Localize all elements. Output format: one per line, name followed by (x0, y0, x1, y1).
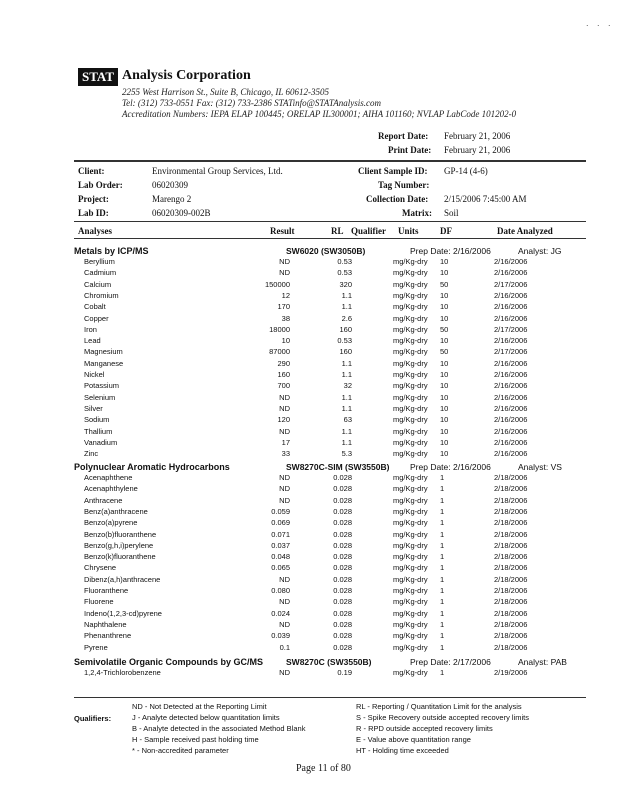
company-logo: STAT (78, 68, 118, 86)
analyte-units: mg/Kg-dry (393, 415, 428, 425)
analyte-name: Nickel (84, 370, 105, 379)
analyte-result: 160 (277, 370, 290, 379)
analyte-df: 1 (440, 642, 445, 652)
lab-id-label: Lab ID: (78, 208, 109, 218)
qualifier-item: HT - Holding time exceeded (356, 746, 449, 755)
analyte-date: 2/16/2006 (494, 426, 528, 436)
analyte-units: mg/Kg-dry (393, 518, 428, 528)
analyte-units: mg/Kg-dry (393, 668, 428, 677)
analyte-rl: 1.1 (341, 403, 352, 413)
analyte-units: mg/Kg-dry (393, 336, 428, 346)
analyte-units: mg/Kg-dry (393, 347, 428, 357)
analyte-df: 1 (440, 473, 445, 482)
analyte-units: mg/Kg-dry (393, 426, 428, 436)
analyte-units: mg/Kg-dry (393, 437, 428, 447)
accreditation-numbers: Accreditation Numbers: IEPA ELAP 100445; ORELAP IL300001; AIHA 101160; NVLAP LabCode 101202-0 (122, 109, 517, 119)
analyte-df: 10 (440, 336, 449, 346)
analyte-df: 10 (440, 290, 449, 300)
section-title: Polynuclear Aromatic Hydrocarbons (74, 462, 230, 472)
print-date-label: Print Date: (388, 145, 432, 155)
analyte-rl: 0.028 (333, 506, 352, 516)
analyte-rl: 0.028 (333, 552, 352, 562)
company-name: Analysis Corporation (122, 68, 251, 83)
analyte-date: 2/16/2006 (494, 302, 528, 312)
analyte-df: 10 (440, 392, 449, 402)
matrix-label: Matrix: (402, 208, 432, 218)
company-address: 2255 West Harrison St., Suite B, Chicago, IL 60612-3505 (122, 87, 330, 97)
analyte-result: ND (279, 495, 290, 505)
analyte-rl: 5.3 (341, 449, 352, 459)
analyte-result: ND (279, 392, 290, 402)
analyte-result: 38 (281, 313, 290, 323)
analyte-rl: 2.6 (341, 313, 352, 323)
analyte-df: 1 (440, 518, 445, 528)
analyte-units: mg/Kg-dry (393, 495, 428, 505)
qualifier-item: R - RPD outside accepted recovery limits (356, 724, 493, 733)
analyte-result: 0.065 (271, 563, 290, 573)
sample-id: GP-14 (4-6) (444, 166, 488, 176)
client-rule (74, 221, 586, 222)
analyte-units: mg/Kg-dry (393, 631, 428, 641)
qualifier-item: ND - Not Detected at the Reporting Limit (132, 702, 267, 711)
project: Marengo 2 (152, 194, 192, 204)
analyte-rl: 1.1 (341, 437, 352, 447)
analyte-result: 12 (281, 290, 290, 300)
analyte-date: 2/18/2006 (494, 642, 528, 652)
analyte-result: 33 (281, 449, 290, 459)
header-rule (74, 160, 586, 162)
qualifier-item: H - Sample received past holding time (132, 735, 259, 744)
analyte-name: Potassium (84, 381, 120, 391)
analyte-result: 290 (277, 358, 290, 368)
analyte-name: Lead (84, 336, 101, 346)
analyte-result: 700 (277, 381, 290, 391)
analyte-df: 1 (440, 631, 445, 641)
analyte-result: 0.069 (271, 518, 290, 528)
col-units: Units (398, 226, 419, 236)
analyte-df: 50 (440, 324, 449, 334)
analyte-rl: 0.028 (333, 529, 352, 539)
analyte-date: 2/18/2006 (494, 586, 528, 595)
analyte-date: 2/17/2006 (494, 279, 528, 289)
section-analyst: Analyst: PAB (518, 657, 567, 667)
analyte-rl: 1.1 (341, 302, 352, 312)
analyte-date: 2/16/2006 (494, 415, 528, 425)
analyte-rl: 160 (339, 324, 352, 334)
analyte-units: mg/Kg-dry (393, 392, 428, 402)
analyte-name: Calcium (84, 279, 112, 289)
analyte-result: 0.048 (271, 552, 290, 562)
analyte-date: 2/18/2006 (494, 506, 528, 516)
analyte-df: 1 (440, 597, 445, 607)
analyte-result: 170 (277, 302, 290, 312)
analyte-name: 1,2,4-Trichlorobenzene (84, 668, 161, 677)
analyte-units: mg/Kg-dry (393, 586, 428, 595)
analyte-date: 2/19/2006 (494, 668, 528, 677)
collection-label: Collection Date: (366, 194, 429, 204)
analyte-result: ND (279, 668, 290, 677)
lab-order: 06020309 (152, 180, 188, 190)
analyte-rl: 0.028 (333, 540, 352, 550)
scan-dots: . . . (586, 18, 614, 28)
analyte-df: 1 (440, 552, 445, 562)
lab-order-label: Lab Order: (78, 180, 123, 190)
analyte-units: mg/Kg-dry (393, 381, 428, 391)
analyte-date: 2/16/2006 (494, 358, 528, 368)
analyte-units: mg/Kg-dry (393, 313, 428, 323)
print-date: February 21, 2006 (444, 145, 511, 155)
analyte-units: mg/Kg-dry (393, 540, 428, 550)
analyte-date: 2/16/2006 (494, 403, 528, 413)
analyte-result: 0.039 (271, 631, 290, 641)
analyte-rl: 1.1 (341, 370, 352, 379)
analyte-date: 2/18/2006 (494, 631, 528, 641)
analyte-df: 1 (440, 668, 445, 677)
analyte-result: ND (279, 473, 290, 482)
analyte-name: Acenaphthylene (84, 484, 138, 494)
col-result: Result (270, 226, 295, 236)
analyte-units: mg/Kg-dry (393, 290, 428, 300)
analyte-rl: 0.028 (333, 495, 352, 505)
analyte-result: 0.037 (271, 540, 290, 550)
analyte-rl: 32 (343, 381, 352, 391)
report-date: February 21, 2006 (444, 131, 511, 141)
analyte-result: ND (279, 268, 290, 278)
company-contact: Tel: (312) 733-0551 Fax: (312) 733-2386 STATinfo@STATAnalysis.com (122, 98, 382, 108)
analyte-rl: 0.53 (337, 257, 352, 266)
analyte-df: 1 (440, 540, 445, 550)
analyte-df: 1 (440, 495, 445, 505)
analyte-date: 2/18/2006 (494, 597, 528, 607)
analyte-df: 10 (440, 415, 449, 425)
analyte-date: 2/18/2006 (494, 552, 528, 562)
analyte-name: Sodium (84, 415, 110, 425)
analyte-rl: 0.028 (333, 597, 352, 607)
analyte-result: 0.024 (271, 608, 290, 618)
analyte-result: ND (279, 426, 290, 436)
analyte-result: 18000 (269, 324, 290, 334)
analyte-result: 150000 (264, 279, 290, 289)
section-title: Semivolatile Organic Compounds by GC/MS (74, 657, 264, 667)
section-method: SW8270C-SIM (SW3550B) (286, 462, 390, 472)
col-date-analyzed: Date Analyzed (497, 226, 553, 236)
analyte-units: mg/Kg-dry (393, 608, 428, 618)
analyte-rl: 1.1 (341, 426, 352, 436)
analyte-name: Chrysene (84, 563, 117, 573)
analyte-name: Benz(a)anthracene (84, 506, 148, 516)
analyte-units: mg/Kg-dry (393, 642, 428, 652)
analyte-rl: 0.028 (333, 473, 352, 482)
analyte-name: Acenaphthene (84, 473, 133, 482)
analyte-name: Manganese (84, 358, 124, 368)
page-number: Page 11 of 80 (296, 763, 351, 774)
analyte-units: mg/Kg-dry (393, 370, 428, 379)
analyte-rl: 1.1 (341, 392, 352, 402)
analyte-units: mg/Kg-dry (393, 619, 428, 629)
analyte-df: 1 (440, 563, 445, 573)
analyte-date: 2/16/2006 (494, 268, 528, 278)
project-label: Project: (78, 194, 109, 204)
analyte-date: 2/18/2006 (494, 563, 528, 573)
analyte-result: 0.080 (271, 586, 290, 595)
analyte-name: Indeno(1,2,3-cd)pyrene (84, 608, 162, 618)
analyte-result: 17 (281, 437, 290, 447)
analyte-df: 1 (440, 506, 445, 516)
analyte-result: ND (279, 597, 290, 607)
analyte-df: 10 (440, 302, 449, 312)
analyte-df: 10 (440, 313, 449, 323)
analyte-date: 2/16/2006 (494, 381, 528, 391)
analyte-name: Benzo(g,h,i)perylene (84, 540, 154, 550)
section-analyst: Analyst: VS (518, 462, 562, 472)
analyte-rl: 1.1 (341, 290, 352, 300)
analyte-units: mg/Kg-dry (393, 597, 428, 607)
qualifier-item: B - Analyte detected in the associated Method Blank (132, 724, 306, 733)
analyte-df: 10 (440, 257, 449, 266)
analyte-name: Cobalt (84, 302, 106, 312)
analyte-result: 0.071 (271, 529, 290, 539)
analyte-units: mg/Kg-dry (393, 506, 428, 516)
analyte-df: 1 (440, 484, 445, 494)
col-qualifier: Qualifier (351, 226, 386, 236)
analyte-df: 1 (440, 586, 445, 595)
analyte-date: 2/18/2006 (494, 473, 528, 482)
analyte-df: 1 (440, 574, 445, 584)
qualifier-item: S - Spike Recovery outside accepted recovery limits (356, 713, 529, 722)
analyte-date: 2/18/2006 (494, 495, 528, 505)
report-date-label: Report Date: (378, 131, 429, 141)
analyte-units: mg/Kg-dry (393, 279, 428, 289)
analyte-df: 1 (440, 529, 445, 539)
col-rl: RL (331, 226, 344, 236)
analyte-rl: 0.028 (333, 631, 352, 641)
analyte-rl: 0.028 (333, 484, 352, 494)
analyte-units: mg/Kg-dry (393, 257, 428, 266)
analyte-rl: 0.028 (333, 608, 352, 618)
analyte-name: Copper (84, 313, 109, 323)
column-rule (74, 238, 586, 239)
analyte-df: 50 (440, 347, 449, 357)
analyte-date: 2/16/2006 (494, 257, 528, 266)
section-prep-date: Prep Date: 2/16/2006 (410, 246, 491, 256)
analyte-df: 10 (440, 381, 449, 391)
analyte-date: 2/18/2006 (494, 608, 528, 618)
analyte-name: Magnesium (84, 347, 123, 357)
analyte-rl: 0.53 (337, 268, 352, 278)
analyte-units: mg/Kg-dry (393, 529, 428, 539)
client-label: Client: (78, 166, 105, 176)
sample-id-label: Client Sample ID: (358, 166, 428, 176)
section-method: SW8270C (SW3550B) (286, 657, 372, 667)
analyte-df: 10 (440, 437, 449, 447)
analyte-name: Anthracene (84, 495, 123, 505)
analyte-units: mg/Kg-dry (393, 574, 428, 584)
analyte-date: 2/16/2006 (494, 290, 528, 300)
analyte-units: mg/Kg-dry (393, 449, 428, 459)
analyte-result: 0.1 (279, 642, 290, 652)
analyte-rl: 320 (339, 279, 352, 289)
analyte-date: 2/16/2006 (494, 336, 528, 346)
analyte-name: Fluorene (84, 597, 114, 607)
analyte-units: mg/Kg-dry (393, 403, 428, 413)
analyte-result: 10 (281, 336, 290, 346)
lab-id: 06020309-002B (152, 208, 211, 218)
qualifiers-label: Qualifiers: (74, 714, 112, 723)
qualifier-item: E - Value above quantitation range (356, 735, 471, 744)
analyte-units: mg/Kg-dry (393, 324, 428, 334)
analyte-name: Phenanthrene (84, 631, 132, 641)
analyte-units: mg/Kg-dry (393, 358, 428, 368)
section-analyst: Analyst: JG (518, 246, 562, 256)
analyte-name: Beryllium (84, 257, 115, 266)
analyte-name: Thallium (84, 426, 113, 436)
analyte-units: mg/Kg-dry (393, 484, 428, 494)
qualifier-item: RL - Reporting / Quantitation Limit for the analysis (356, 702, 522, 711)
analyte-name: Vanadium (84, 437, 118, 447)
analyte-units: mg/Kg-dry (393, 552, 428, 562)
analyte-name: Silver (84, 403, 103, 413)
analyte-rl: 0.028 (333, 563, 352, 573)
tag-label: Tag Number: (378, 180, 430, 190)
analyte-name: Benzo(a)pyrene (84, 518, 138, 528)
analyte-result: 87000 (269, 347, 290, 357)
analyte-name: Benzo(k)fluoranthene (84, 552, 156, 562)
analyte-name: Benzo(b)fluoranthene (84, 529, 157, 539)
analyte-result: ND (279, 619, 290, 629)
analyte-date: 2/16/2006 (494, 437, 528, 447)
qualifier-item: J - Analyte detected below quantitation limits (132, 713, 280, 722)
analyte-df: 10 (440, 268, 449, 278)
analyte-df: 1 (440, 619, 445, 629)
analyte-result: ND (279, 574, 290, 584)
analyte-rl: 160 (339, 347, 352, 357)
section-prep-date: Prep Date: 2/17/2006 (410, 657, 491, 667)
analyte-date: 2/16/2006 (494, 370, 528, 379)
section-title: Metals by ICP/MS (74, 246, 149, 256)
analyte-rl: 0.19 (337, 668, 352, 677)
col-analyses: Analyses (78, 226, 113, 236)
section-method: SW6020 (SW3050B) (286, 246, 366, 256)
analyte-name: Iron (84, 324, 97, 334)
analyte-df: 50 (440, 279, 449, 289)
analyte-name: Pyrene (84, 642, 108, 652)
analyte-df: 10 (440, 358, 449, 368)
analyte-df: 10 (440, 426, 449, 436)
qualifier-item: * - Non-accredited parameter (132, 746, 229, 755)
analyte-df: 1 (440, 608, 445, 618)
qualifier-rule (74, 697, 586, 698)
analyte-date: 2/16/2006 (494, 392, 528, 402)
analyte-name: Dibenz(a,h)anthracene (84, 574, 161, 584)
analyte-date: 2/18/2006 (494, 574, 528, 584)
analyte-date: 2/17/2006 (494, 324, 528, 334)
analyte-date: 2/18/2006 (494, 529, 528, 539)
analyte-name: Cadmium (84, 268, 117, 278)
analyte-date: 2/17/2006 (494, 347, 528, 357)
analyte-name: Selenium (84, 392, 116, 402)
analyte-name: Chromium (84, 290, 119, 300)
col-df: DF (440, 226, 452, 236)
analyte-name: Naphthalene (84, 619, 127, 629)
analyte-rl: 0.028 (333, 619, 352, 629)
analyte-rl: 1.1 (341, 358, 352, 368)
analyte-name: Fluoranthene (84, 586, 129, 595)
analyte-units: mg/Kg-dry (393, 563, 428, 573)
analyte-rl: 63 (343, 415, 352, 425)
analyte-rl: 0.028 (333, 574, 352, 584)
analyte-result: ND (279, 257, 290, 266)
analyte-date: 2/16/2006 (494, 449, 528, 459)
client-name: Environmental Group Services, Ltd. (152, 166, 283, 176)
analyte-date: 2/18/2006 (494, 518, 528, 528)
analyte-result: ND (279, 484, 290, 494)
analyte-result: ND (279, 403, 290, 413)
analyte-df: 10 (440, 403, 449, 413)
analyte-units: mg/Kg-dry (393, 268, 428, 278)
analyte-date: 2/18/2006 (494, 484, 528, 494)
analyte-units: mg/Kg-dry (393, 302, 428, 312)
analyte-rl: 0.028 (333, 518, 352, 528)
analyte-date: 2/18/2006 (494, 619, 528, 629)
analyte-name: Zinc (84, 449, 99, 459)
analyte-result: 120 (277, 415, 290, 425)
section-prep-date: Prep Date: 2/16/2006 (410, 462, 491, 472)
analyte-result: 0.059 (271, 506, 290, 516)
analyte-df: 10 (440, 370, 449, 379)
analyte-units: mg/Kg-dry (393, 473, 428, 482)
analyte-rl: 0.028 (333, 586, 352, 595)
matrix: Soil (444, 208, 459, 218)
analyte-rl: 0.028 (333, 642, 352, 652)
analyte-date: 2/16/2006 (494, 313, 528, 323)
analyte-df: 10 (440, 449, 449, 459)
collection-date: 2/15/2006 7:45:00 AM (444, 194, 527, 204)
analyte-rl: 0.53 (337, 336, 352, 346)
analyte-date: 2/18/2006 (494, 540, 528, 550)
